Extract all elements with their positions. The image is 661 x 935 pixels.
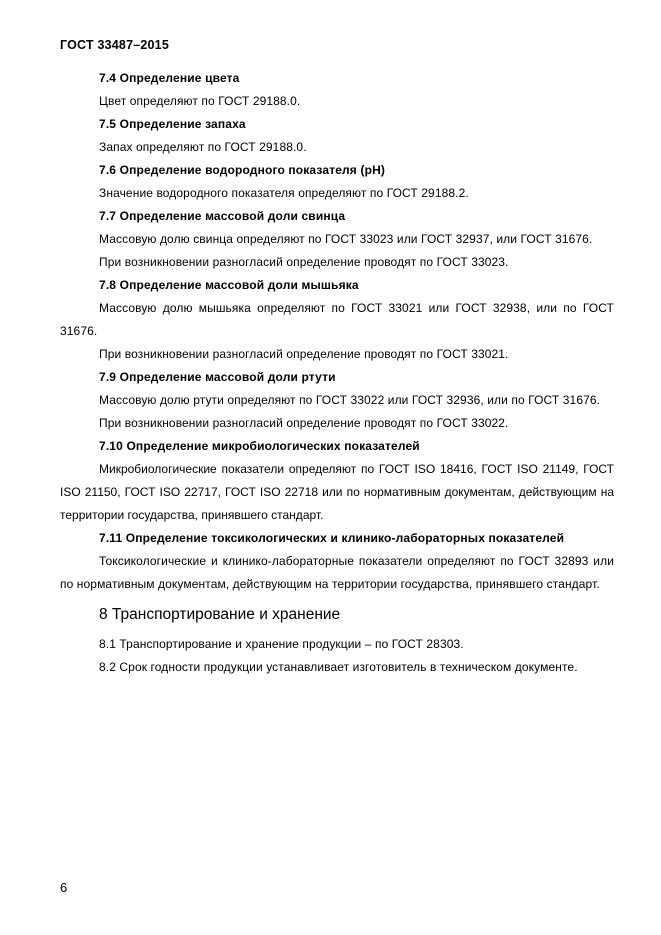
section-text-7-4: Цвет определяют по ГОСТ 29188.0. (99, 94, 301, 108)
document-body (60, 67, 614, 679)
section-text-7-7-dispute: При возникновении разногласий определение проводят по ГОСТ 33023. (99, 255, 509, 269)
section-text-7-9-dispute: При возникновении разногласий определение проводят по ГОСТ 33022. (99, 416, 509, 430)
section-heading-7-6: 7.6 Определение водородного показателя (рН) (99, 163, 386, 177)
section-text-7-7: Массовую долю свинца определяют по ГОСТ 33023 или ГОСТ 32937, или ГОСТ 31676. (99, 232, 593, 246)
section-heading-7-10: 7.10 Определение микробиологических показателей (99, 439, 420, 453)
section-heading-7-4: 7.4 Определение цвета (99, 71, 240, 85)
page-number: 6 (60, 880, 68, 895)
section-heading-7-9: 7.9 Определение массовой доли ртути (99, 370, 336, 384)
section-heading-7-5: 7.5 Определение запаха (99, 117, 246, 131)
section-text-8-2: 8.2 Срок годности продукции устанавливает изготовитель в техническом документе. (99, 660, 578, 674)
section-text-7-6: Значение водородного показателя определяют по ГОСТ 29188.2. (99, 186, 469, 200)
document-code-header: ГОСТ 33487–2015 (60, 38, 169, 52)
section-heading-7-7: 7.7 Определение массовой доли свинца (99, 209, 346, 223)
section-heading-7-8: 7.8 Определение массовой доли мышьяка (99, 278, 359, 292)
section-text-7-10: Микробиологические показатели определяют по ГОСТ ISO 18416, ГОСТ ISO 21149, ГОСТ ISO 21150, ГОСТ ISO 22717, ГОСТ ISO 22718 или по нормативным документам, действующим на территории государства, принявшего стандарт. (60, 462, 614, 522)
section-text-7-8-dispute: При возникновении разногласий определение проводят по ГОСТ 33021. (99, 347, 509, 361)
section-text-7-5: Запах определяют по ГОСТ 29188.0. (99, 140, 307, 154)
section-text-7-11: Токсикологические и клинико-лабораторные показатели определяют по ГОСТ 32893 или по нормативным документам, действующим на территории государства, принявшего стандарт. (60, 554, 614, 591)
section-text-7-8: Массовую долю мышьяка определяют по ГОСТ 33021 или ГОСТ 32938, или по ГОСТ 31676. (60, 301, 614, 338)
section-text-8-1: 8.1 Транспортирование и хранение продукции – по ГОСТ 28303. (99, 637, 464, 651)
section-text-7-9: Массовую долю ртути определяют по ГОСТ 33022 или ГОСТ 32936, или по ГОСТ 31676. (99, 393, 601, 407)
section-heading-8: 8 Транспортирование и хранение (99, 606, 341, 623)
section-heading-7-11: 7.11 Определение токсикологических и клинико-лабораторных показателей (99, 531, 565, 545)
